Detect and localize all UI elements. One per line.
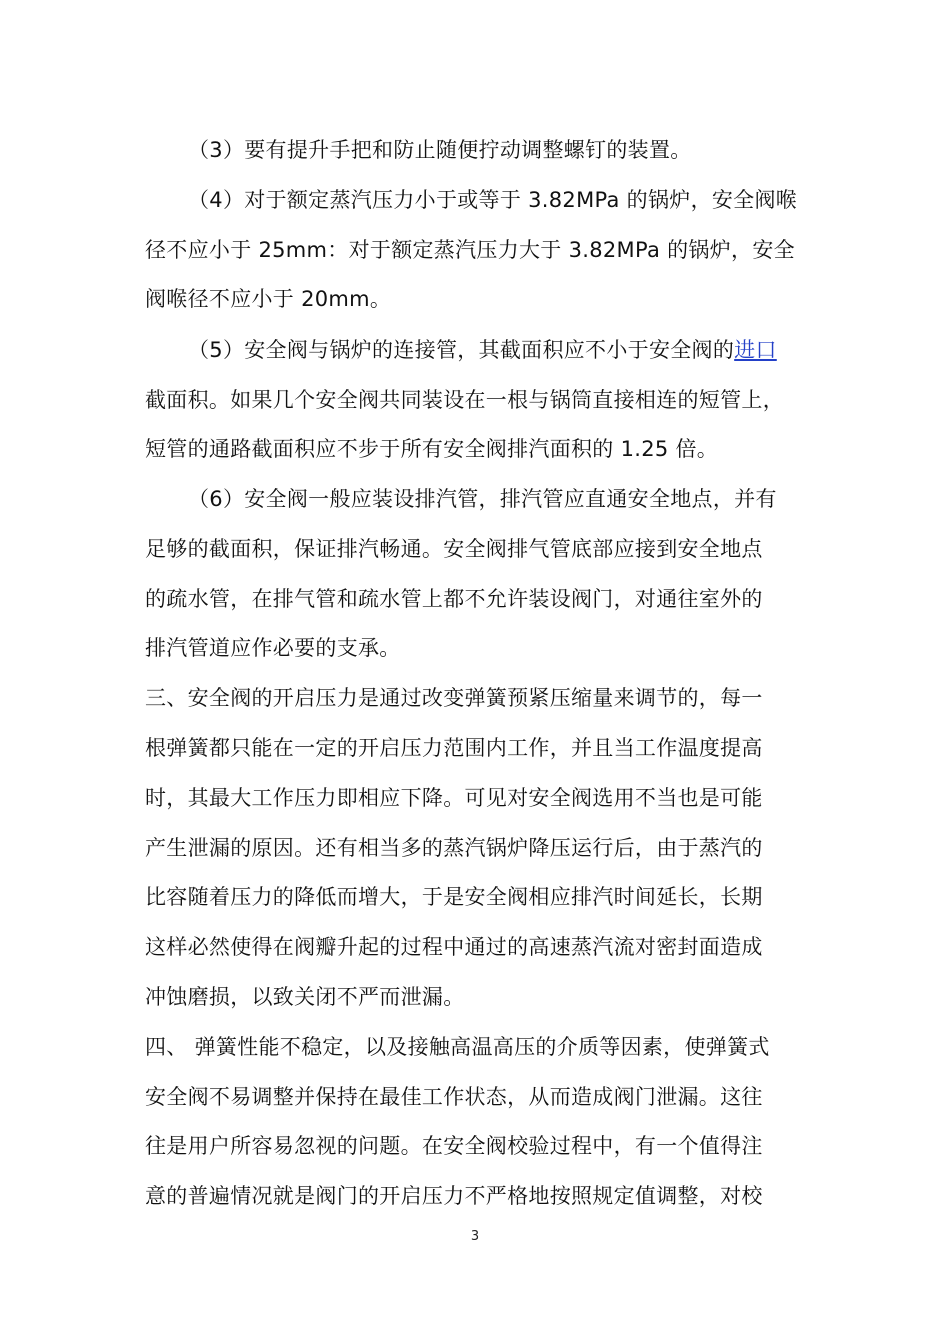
page-number: 3 <box>470 1229 480 1244</box>
text-line: 排汽管道应作必要的支承。 <box>145 636 401 660</box>
text-line: （4）对于额定蒸汽压力小于或等于 3.82MPa 的锅炉，安全阀喉 <box>188 188 798 212</box>
text-line: 径不应小于 25mm：对于额定蒸汽压力大于 3.82MPa 的锅炉，安全 <box>145 238 795 262</box>
text-line: 往是用户所容易忽视的问题。在安全阀校验过程中，有一个值得注 <box>145 1134 763 1158</box>
text-line: 安全阀不易调整并保持在最佳工作状态，从而造成阀门泄漏。这往 <box>145 1085 763 1109</box>
text-line: 时，其最大工作压力即相应下降。可见对安全阀选用不当也是可能 <box>145 786 763 810</box>
text-line: 这样必然使得在阀瓣升起的过程中通过的高速蒸汽流对密封面造成 <box>145 935 763 959</box>
text-line: 比容随着压力的降低而增大，于是安全阀相应排汽时间延长，长期 <box>145 885 763 909</box>
text-line: 截面积。如果几个安全阀共同装设在一根与锅筒直接相连的短管上， <box>145 388 784 412</box>
text-line: 意的普遍情况就是阀门的开启压力不严格地按照规定值调整，对校 <box>145 1184 763 1208</box>
text-line: 根弹簧都只能在一定的开启压力范围内工作，并且当工作温度提高 <box>145 736 763 760</box>
text-line: 三、安全阀的开启压力是通过改变弹簧预紧压缩量来调节的，每一 <box>145 686 763 710</box>
text-line-with-link <box>188 336 858 364</box>
text-line: （3）要有提升手把和防止随便拧动调整螺钉的装置。 <box>188 138 692 162</box>
text-line: 产生泄漏的原因。还有相当多的蒸汽锅炉降压运行后，由于蒸汽的 <box>145 836 763 860</box>
text-line: 足够的截面积，保证排汽畅通。安全阀排气管底部应接到安全地点 <box>145 537 763 561</box>
text-line: （6）安全阀一般应装设排汽管，排汽管应直通安全地点，并有 <box>188 487 777 511</box>
import-link[interactable]: 进口 <box>734 338 777 362</box>
text-segment: （5）安全阀与锅炉的连接管，其截面积应不小于安全阀的 <box>188 338 735 362</box>
text-line: 阀喉径不应小于 20mm。 <box>145 287 392 311</box>
text-line: 的疏水管，在排气管和疏水管上都不允许装设阀门，对通往室外的 <box>145 587 763 611</box>
text-line: 冲蚀磨损，以致关闭不严而泄漏。 <box>145 985 465 1009</box>
text-line: 四、 弹簧性能不稳定，以及接触高温高压的介质等因素，使弹簧式 <box>145 1035 770 1059</box>
text-line: 短管的通路截面积应不步于所有安全阀排汽面积的 1.25 倍。 <box>145 437 719 461</box>
